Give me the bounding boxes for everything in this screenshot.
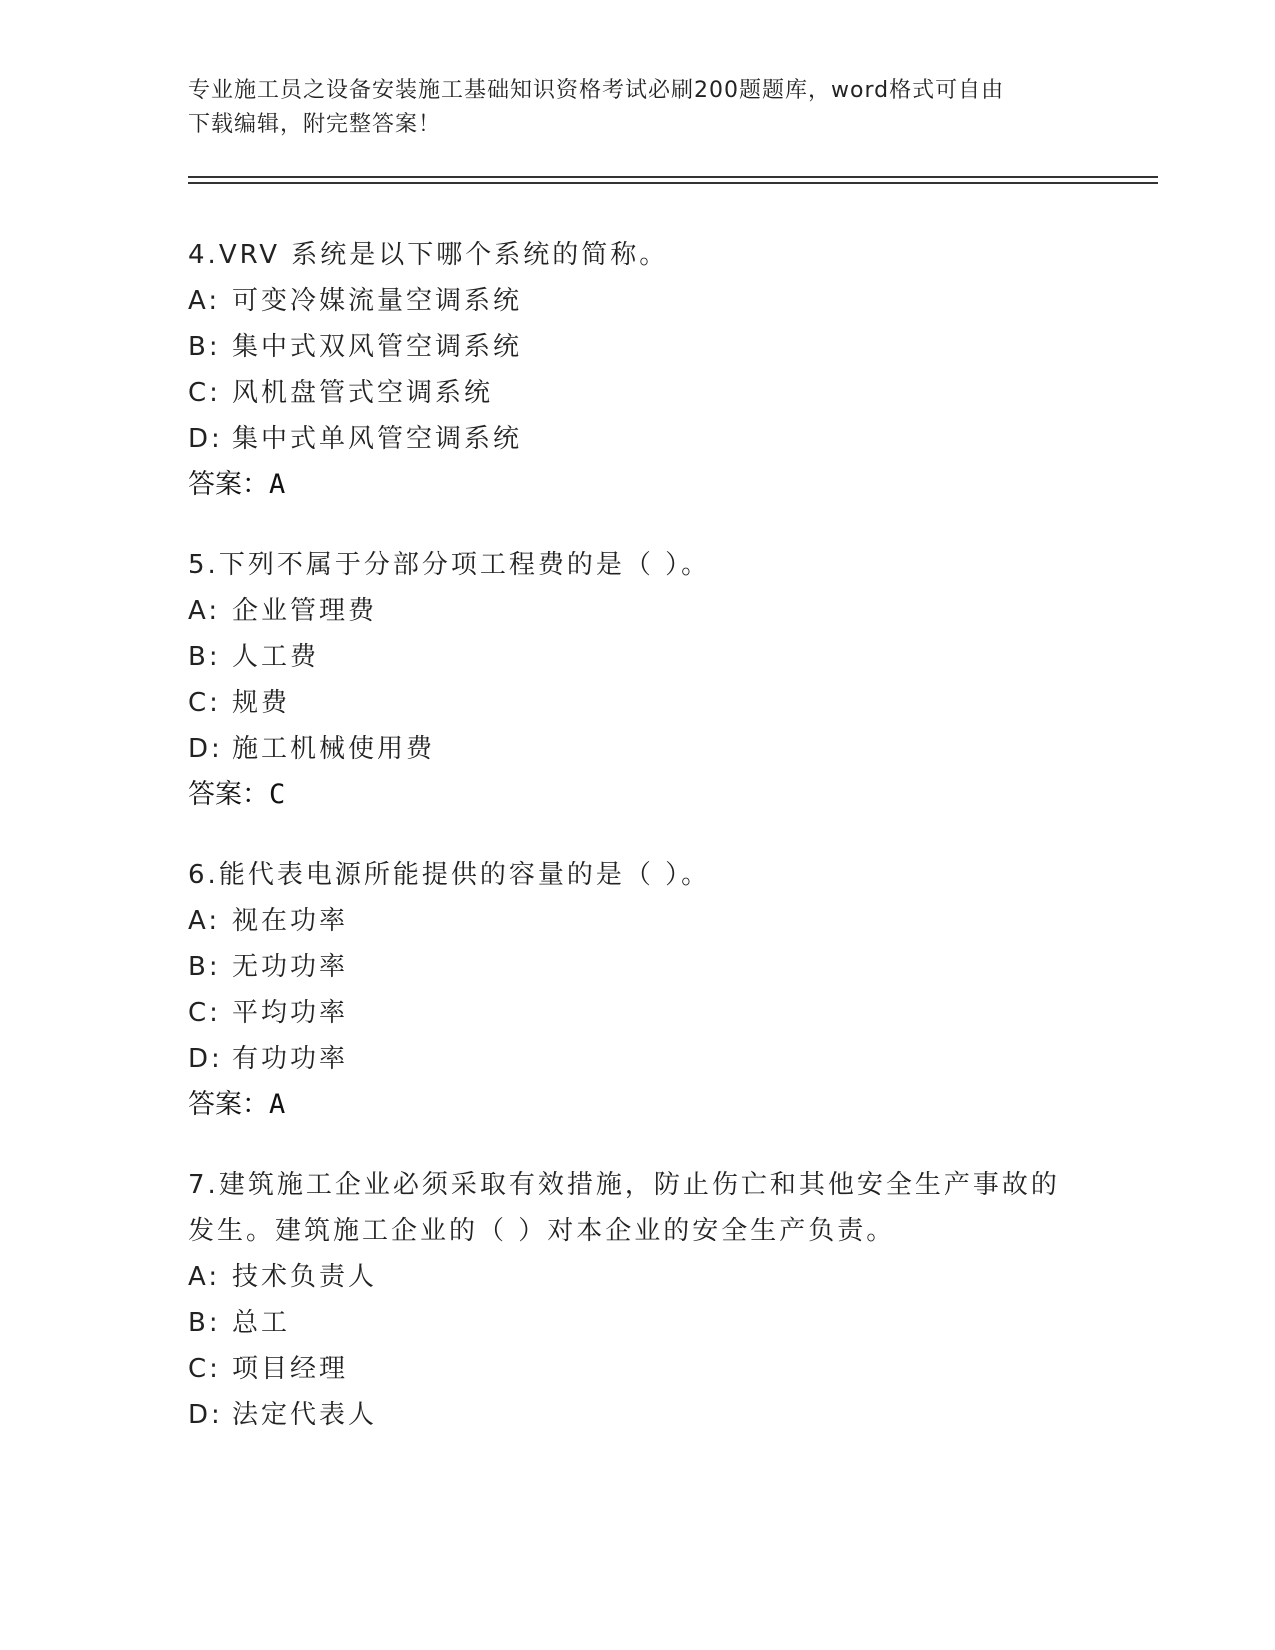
option-letter: D: <box>188 1044 223 1074</box>
option-b <box>188 634 1088 680</box>
answer-line <box>188 462 1088 508</box>
question-number: 5. <box>188 550 219 580</box>
option-b <box>188 944 1088 990</box>
option-c <box>188 370 1088 416</box>
question-text: 能代表电源所能提供的容量的是（ ）。 <box>218 860 711 890</box>
option-letter: A: <box>188 596 221 626</box>
option-letter: D: <box>188 1400 223 1430</box>
answer-line <box>188 772 1088 818</box>
option-d <box>188 1036 1088 1082</box>
question-text: VRV 系统是以下哪个系统的简称。 <box>218 240 669 270</box>
option-b <box>188 1300 1088 1346</box>
option-letter: B: <box>188 642 221 672</box>
option-text: 规费 <box>232 688 291 718</box>
option-letter: C: <box>188 998 221 1028</box>
option-text: 企业管理费 <box>232 596 378 626</box>
option-a <box>188 588 1088 634</box>
option-text: 人工费 <box>232 642 320 672</box>
document-header <box>188 74 1088 142</box>
option-letter: A: <box>188 286 221 316</box>
question-list <box>188 232 1088 1472</box>
option-letter: B: <box>188 1308 221 1338</box>
option-text: 无功功率 <box>232 952 349 982</box>
option-a <box>188 278 1088 324</box>
option-text: 平均功率 <box>232 998 349 1028</box>
question-number: 4. <box>188 240 219 270</box>
question-item <box>188 1162 1088 1438</box>
question-number: 6. <box>188 860 219 890</box>
option-letter: C: <box>188 688 221 718</box>
option-letter: A: <box>188 1262 221 1292</box>
option-letter: C: <box>188 378 221 408</box>
option-letter: D: <box>188 424 223 454</box>
answer-label: 答案： <box>188 469 269 500</box>
option-b <box>188 324 1088 370</box>
option-text: 法定代表人 <box>232 1400 378 1430</box>
header-divider-top <box>188 176 1158 178</box>
option-d <box>188 416 1088 462</box>
option-text: 技术负责人 <box>232 1262 378 1292</box>
option-d <box>188 726 1088 772</box>
option-letter: B: <box>188 952 221 982</box>
option-a <box>188 1254 1088 1300</box>
question-stem <box>188 542 1088 588</box>
answer-value: C <box>269 779 286 810</box>
option-text: 集中式双风管空调系统 <box>232 332 523 362</box>
option-letter: C: <box>188 1354 221 1384</box>
option-a <box>188 898 1088 944</box>
question-stem <box>188 1162 1088 1208</box>
header-divider-bottom <box>188 182 1158 184</box>
option-c <box>188 680 1088 726</box>
header-line-2: 下载编辑，附完整答案！ <box>188 112 442 137</box>
answer-label: 答案： <box>188 779 269 810</box>
option-text: 项目经理 <box>232 1354 349 1384</box>
question-item <box>188 852 1088 1128</box>
question-item <box>188 542 1088 818</box>
question-item <box>188 232 1088 508</box>
question-text: 建筑施工企业必须采取有效措施，防止伤亡和其他安全生产事故的 <box>218 1170 1060 1200</box>
option-d <box>188 1392 1088 1438</box>
option-text: 总工 <box>232 1308 291 1338</box>
answer-value: A <box>269 469 286 500</box>
answer-label: 答案： <box>188 1089 269 1120</box>
option-c <box>188 1346 1088 1392</box>
option-letter: A: <box>188 906 221 936</box>
answer-value: A <box>269 1089 286 1120</box>
answer-line <box>188 1082 1088 1128</box>
header-line-1: 专业施工员之设备安装施工基础知识资格考试必刷200题题库，word格式可自由 <box>188 78 1005 103</box>
question-stem <box>188 232 1088 278</box>
option-text: 有功功率 <box>232 1044 349 1074</box>
option-c <box>188 990 1088 1036</box>
option-letter: B: <box>188 332 221 362</box>
question-number: 7. <box>188 1170 219 1200</box>
option-text: 施工机械使用费 <box>232 734 436 764</box>
option-text: 集中式单风管空调系统 <box>232 424 523 454</box>
question-stem-continuation: 发生。建筑施工企业的（ ）对本企业的安全生产负责。 <box>188 1216 896 1246</box>
option-text: 风机盘管式空调系统 <box>232 378 494 408</box>
option-letter: D: <box>188 734 223 764</box>
option-text: 可变冷媒流量空调系统 <box>232 286 523 316</box>
question-text: 下列不属于分部分项工程费的是（ ）。 <box>218 550 711 580</box>
option-text: 视在功率 <box>232 906 349 936</box>
question-stem <box>188 852 1088 898</box>
